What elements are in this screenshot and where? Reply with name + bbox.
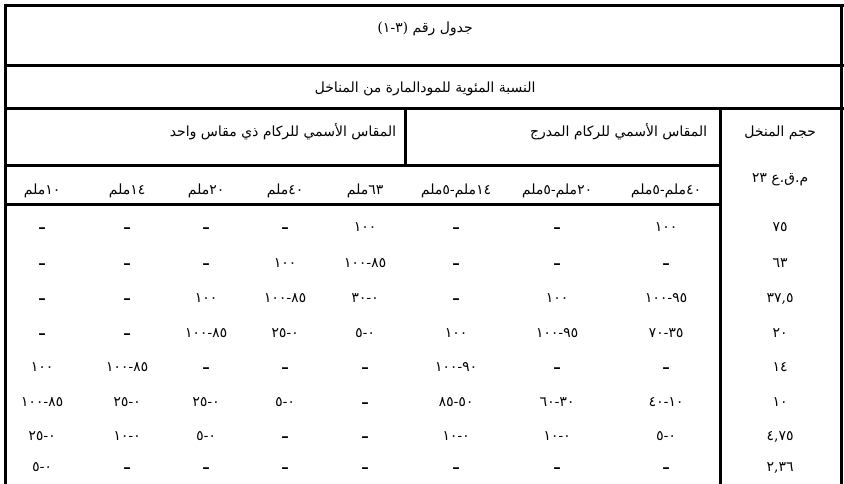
single-percent-cell: ٠-٣٠: [351, 290, 379, 306]
graded-percent-cell: ١٠٠: [444, 325, 468, 341]
sieve-size-cell: ١٠: [772, 394, 788, 410]
single-percent-cell: ٠-٥: [196, 428, 216, 444]
single-percent-cell: –: [361, 458, 369, 476]
graded-percent-cell: ٩٠-١٠٠: [434, 359, 478, 375]
graded-percent-cell: –: [553, 458, 561, 476]
single-percent-cell: –: [123, 254, 131, 272]
single-percent-cell: ٨٥-١٠٠: [263, 290, 307, 306]
single-percent-cell: –: [202, 218, 210, 236]
single-percent-cell: ٨٥-١٠٠: [184, 325, 228, 341]
sieve-size-header: حجم المنخل: [744, 124, 816, 140]
graded-percent-cell: –: [452, 289, 460, 307]
single-percent-cell: –: [123, 289, 131, 307]
col-header-single-10: ١٠ملم: [23, 182, 61, 198]
graded-percent-cell: –: [553, 218, 561, 236]
single-percent-cell: ٠-١٠: [113, 428, 141, 444]
graded-percent-cell: ٣٠-٦٠: [539, 394, 575, 410]
sieve-size-cell: ٧٥: [772, 219, 788, 235]
rule-left: [4, 4, 7, 484]
sieve-size-cell: ١٤: [772, 359, 788, 375]
single-percent-cell: –: [281, 427, 289, 445]
rule-sieve-divider: [719, 107, 722, 484]
graded-percent-cell: ١٠٠: [545, 290, 569, 306]
sieve-size-cell: ٣٧,٥: [766, 290, 794, 306]
col-header-single-63: ٦٣ملم: [346, 182, 384, 198]
graded-percent-cell: –: [553, 254, 561, 272]
col-header-single-14: ١٤ملم: [108, 182, 146, 198]
single-group-header: المقاس الأسمي للركام ذي مقاس واحد: [169, 124, 396, 140]
table-subtitle: النسبة المئوية للمودالمارة من المناخل: [314, 80, 536, 96]
single-percent-cell: –: [361, 393, 369, 411]
graded-percent-cell: –: [452, 218, 460, 236]
single-percent-cell: –: [202, 254, 210, 272]
single-percent-cell: ١٠٠: [353, 219, 377, 235]
single-percent-cell: ٠-٢٥: [28, 428, 56, 444]
graded-percent-cell: ٠-١٠: [442, 428, 470, 444]
single-percent-cell: –: [38, 254, 46, 272]
single-percent-cell: –: [281, 458, 289, 476]
rule-below-group-header: [4, 164, 722, 167]
col-header-single-40: ٤٠ملم: [266, 182, 304, 198]
rule-group-divider: [404, 107, 407, 167]
graded-percent-cell: ١٠-٤٠: [648, 394, 684, 410]
graded-percent-cell: –: [452, 254, 460, 272]
sieve-size-cell: ٤,٧٥: [766, 428, 794, 444]
graded-percent-cell: –: [662, 358, 670, 376]
rule-below-col-header: [4, 203, 722, 206]
col-header-graded-40-5: ٤٠ملم-٥ملم: [630, 182, 702, 198]
single-percent-cell: –: [123, 458, 131, 476]
single-percent-cell: ٠-٢٥: [271, 325, 299, 341]
single-percent-cell: ٠-٢٥: [113, 394, 141, 410]
single-percent-cell: –: [202, 358, 210, 376]
table-title: جدول رقم (٣-١): [377, 20, 473, 36]
sieve-size-cell: ٢,٣٦: [766, 459, 794, 475]
col-header-single-20: ٢٠ملم: [187, 182, 225, 198]
single-percent-cell: –: [38, 324, 46, 342]
single-percent-cell: –: [202, 458, 210, 476]
single-percent-cell: ٨٥-١٠٠: [343, 255, 387, 271]
col-header-graded-14-5: ١٤ملم-٥ملم: [420, 182, 492, 198]
graded-percent-cell: ٠-١٠: [543, 428, 571, 444]
single-percent-cell: ١٠٠: [30, 359, 54, 375]
single-percent-cell: ٠-٢٥: [192, 394, 220, 410]
graded-percent-cell: ٠-٥: [656, 428, 676, 444]
col-header-graded-20-5: ٢٠ملم-٥ملم: [521, 182, 593, 198]
graded-percent-cell: ٩٥-١٠٠: [644, 290, 688, 306]
single-percent-cell: –: [123, 324, 131, 342]
single-percent-cell: ٨٥-١٠٠: [20, 394, 64, 410]
graded-percent-cell: –: [452, 458, 460, 476]
rule-below-title: [4, 64, 844, 67]
single-percent-cell: ١٠٠: [273, 255, 297, 271]
single-percent-cell: ٠-٥: [355, 325, 375, 341]
single-percent-cell: –: [38, 218, 46, 236]
single-percent-cell: ١٠٠: [194, 290, 218, 306]
sieve-size-cell: ٢٠: [772, 325, 788, 341]
rule-right: [840, 4, 843, 484]
graded-percent-cell: ٩٥-١٠٠: [535, 325, 579, 341]
graded-percent-cell: ٣٥-٧٠: [648, 325, 684, 341]
graded-percent-cell: –: [662, 458, 670, 476]
graded-percent-cell: –: [662, 254, 670, 272]
single-percent-cell: ٠-٥: [275, 394, 295, 410]
sieve-size-cell: ٦٣: [772, 255, 788, 271]
graded-percent-cell: –: [553, 358, 561, 376]
graded-group-header: المقاس الأسمي للركام المدرج: [529, 124, 707, 140]
graded-percent-cell: ٥٠-٨٥: [438, 394, 474, 410]
single-percent-cell: –: [123, 218, 131, 236]
graded-percent-cell: ١٠٠: [654, 219, 678, 235]
single-percent-cell: –: [281, 358, 289, 376]
single-percent-cell: –: [361, 427, 369, 445]
sieve-unit-header: م.ق.ع ٢٣: [751, 170, 809, 186]
single-percent-cell: ٠-٥: [32, 459, 52, 475]
rule-top: [4, 4, 844, 7]
rule-below-subtitle: [4, 107, 844, 110]
single-percent-cell: ٨٥-١٠٠: [105, 359, 149, 375]
single-percent-cell: –: [361, 358, 369, 376]
single-percent-cell: –: [38, 289, 46, 307]
single-percent-cell: –: [281, 218, 289, 236]
